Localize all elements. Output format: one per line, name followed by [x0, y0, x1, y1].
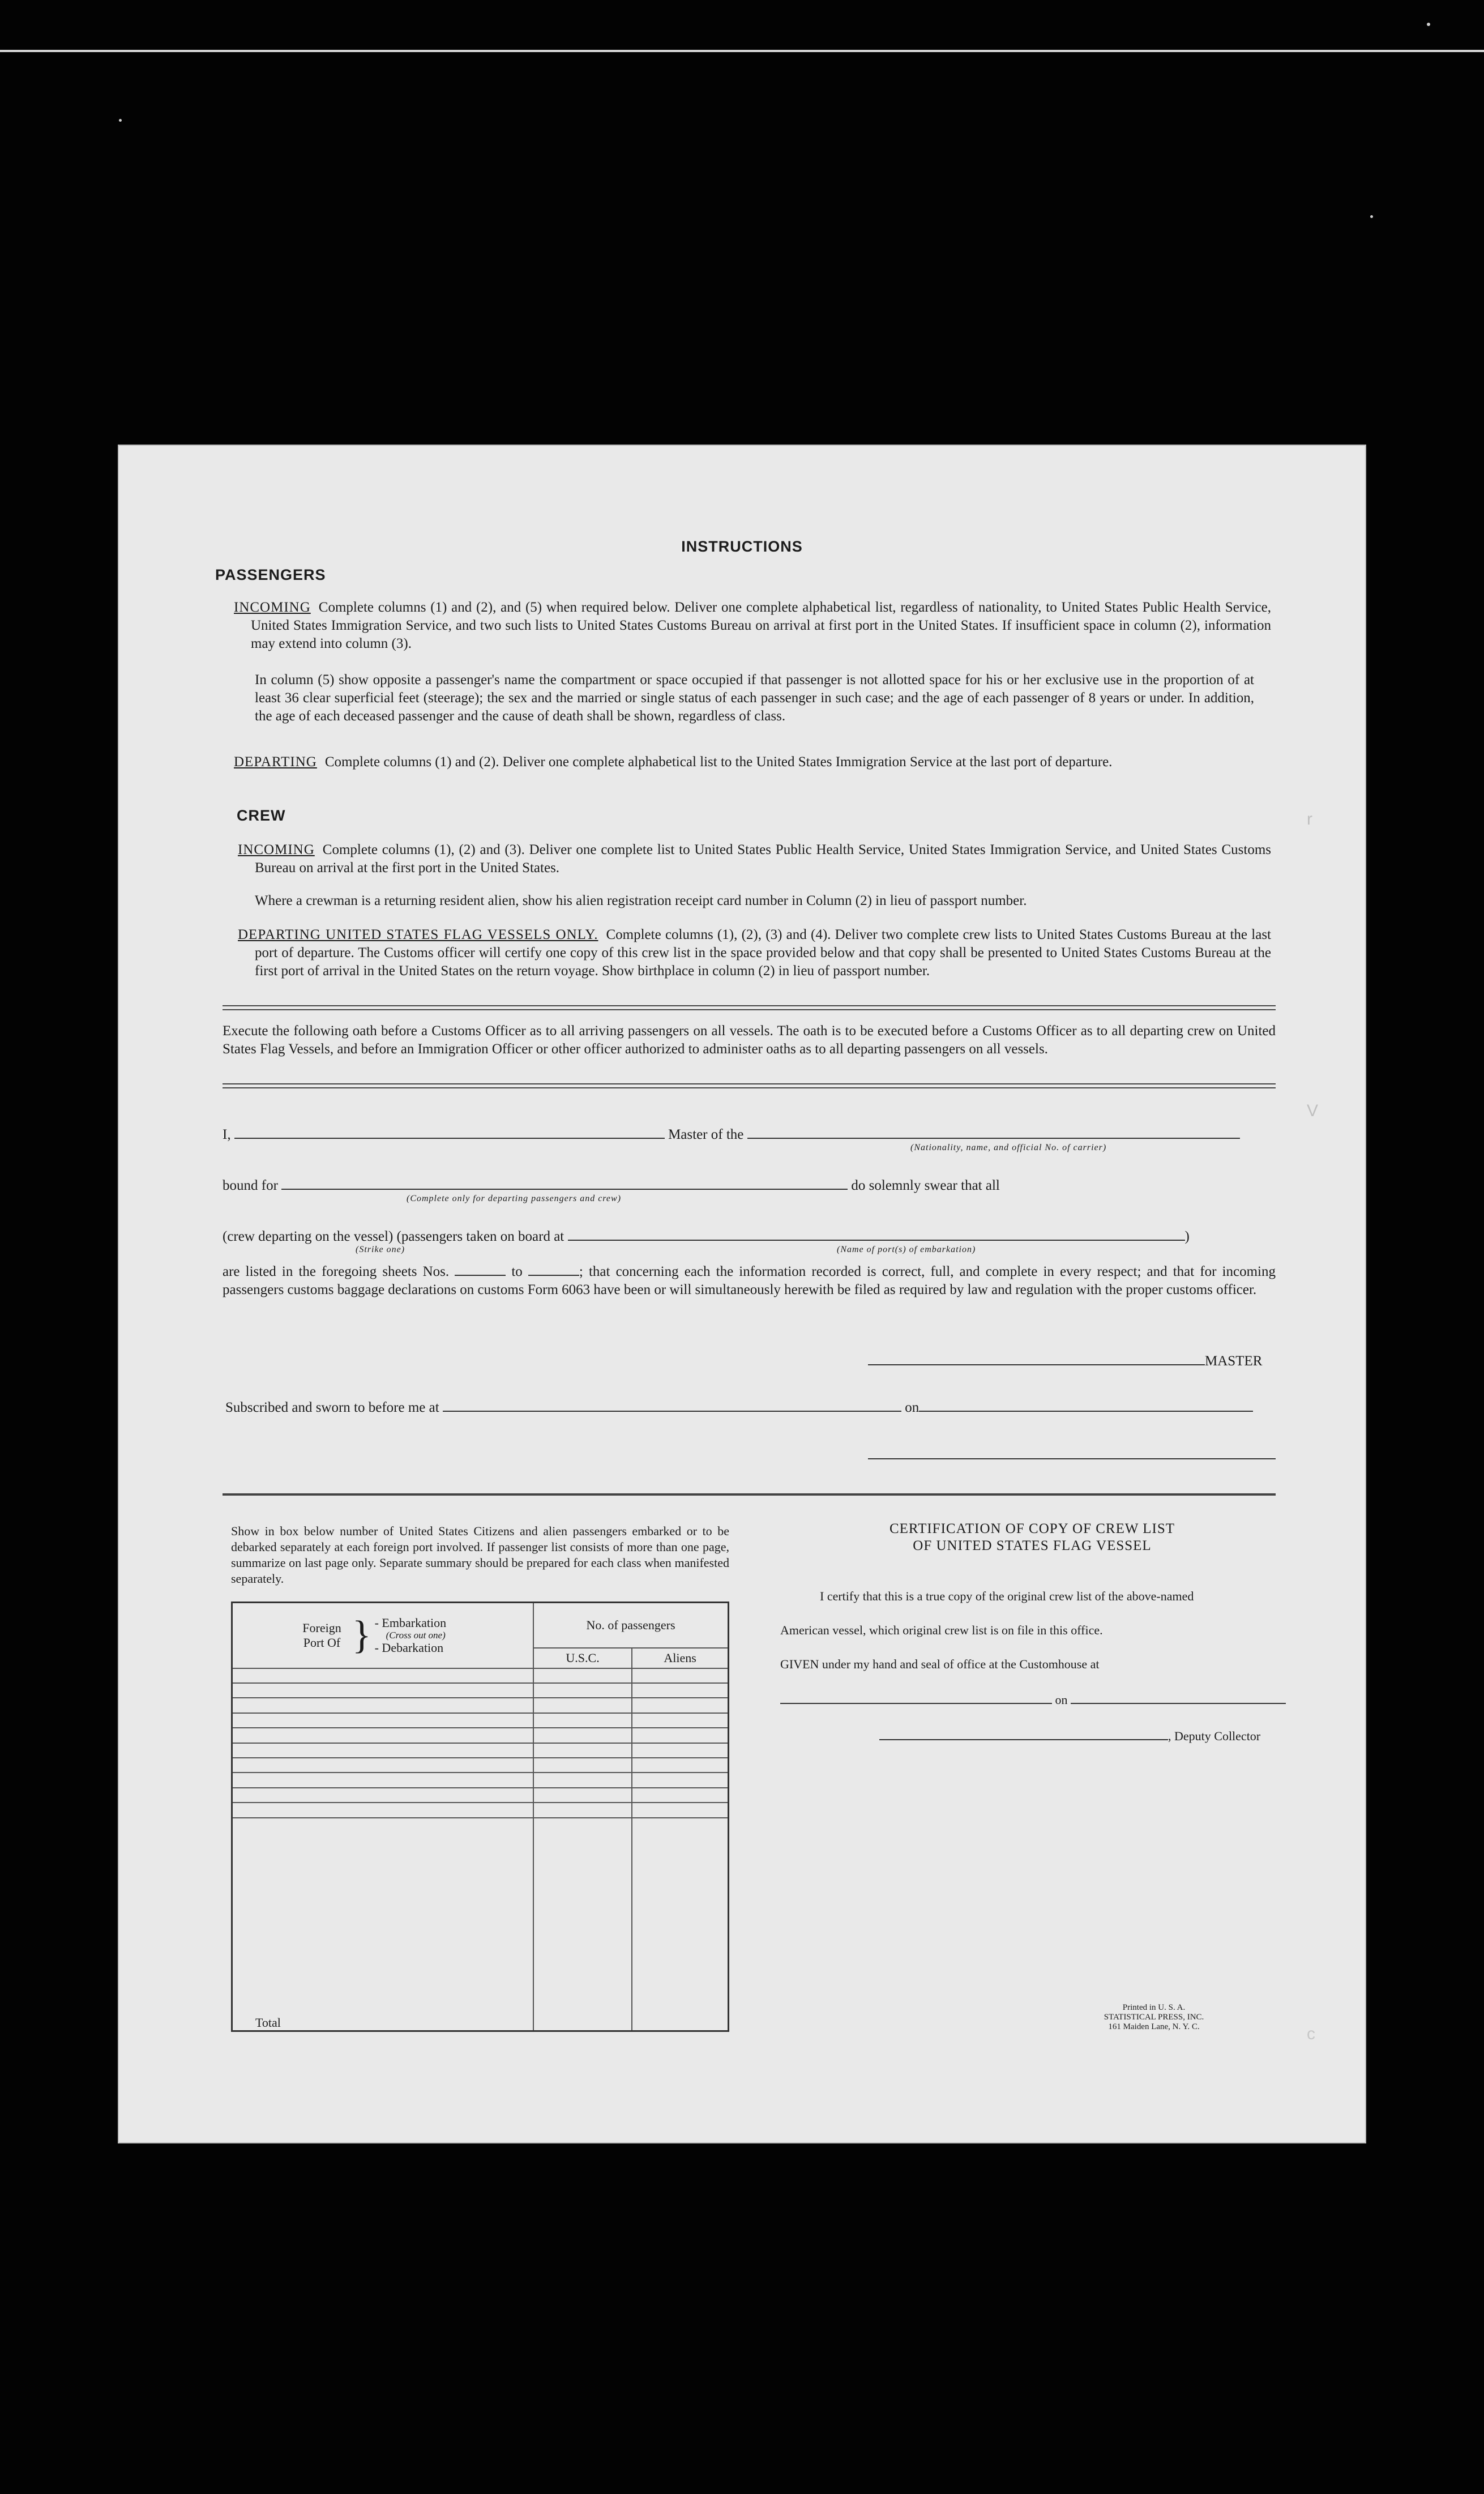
- bleed-mark: r: [1307, 810, 1312, 829]
- divider: [223, 1009, 1276, 1010]
- usc-cell[interactable]: [533, 1788, 632, 1803]
- aliens-cell[interactable]: [632, 1668, 728, 1683]
- flag-vessel-text: Complete columns (1), (2), (3) and (4). Deliver two complete crew lists to United States Customs Bureau at the last port of departure. The Customs officer will certify one copy of this crew list in the space provided below and that copy shall be presented to United States Customs Bureau at the first port of arrival in the United States on the return voyage. Show birthplace in column (2) in lieu of passport number.: [255, 927, 1271, 979]
- oath-statement: [223, 1261, 1276, 1299]
- deputy-label: , Deputy Collector: [1168, 1729, 1261, 1743]
- embarkation-ports-field[interactable]: [568, 1226, 1185, 1241]
- passenger-incoming-instruction: [234, 599, 1271, 653]
- incoming-text: Complete columns (1) and (2), and (5) when required below. Deliver one complete alphabetical list, regardless of nationality, to United States Public Health Service, United States Immigration Service, and two such lists to United States Customs Bureau on arrival at first port in the United States. If insufficient space in column (2), information may extend into column (3).: [251, 600, 1271, 651]
- execute-oath-instruction: Execute the following oath before a Customs Officer as to all arriving passengers on all vessels. The oath is to be executed before a Customs Officer as to all departing crew on United States Flag Vessels, and before an Immigration Officer or other officer authorized to administer oaths as to all departing passengers on all vessels.: [223, 1023, 1276, 1057]
- summary-instructions: Show in box below number of United States Citizens and alien passengers embarked or to be debarked separately at each foreign port involved. If passenger list consists of more than one page, summarize on last page only. Separate summary should be prepared for each class when manifested separately.: [231, 1524, 729, 1586]
- crew-incoming-label: INCOMING: [238, 842, 315, 857]
- master-of-label: Master of the: [668, 1127, 744, 1142]
- scanner-top-border: [0, 50, 1484, 52]
- no-passengers-header: No. of passengers: [533, 1603, 729, 1648]
- departing-label: DEPARTING: [234, 754, 317, 770]
- to-label: to: [511, 1264, 523, 1279]
- oath-line-master: [223, 1124, 1281, 1144]
- master-label: MASTER: [1205, 1353, 1263, 1369]
- aliens-cell[interactable]: [632, 1698, 728, 1713]
- port-cell[interactable]: [232, 1698, 534, 1713]
- subscribed-label: Subscribed and sworn to before me at: [225, 1400, 439, 1415]
- certification-heading-line1: CERTIFICATION OF COPY OF CREW LIST: [889, 1521, 1175, 1536]
- listed-label: are listed in the foregoing sheets Nos.: [223, 1264, 450, 1279]
- scan-speck: [119, 119, 122, 122]
- officer-signature-line[interactable]: [868, 1458, 1276, 1459]
- foreign-port-header: [232, 1603, 534, 1668]
- passengers-heading: PASSENGERS: [215, 566, 326, 583]
- port-cell[interactable]: [232, 1668, 534, 1683]
- strike-caption: (Strike one): [356, 1245, 405, 1254]
- sworn-place-field[interactable]: [443, 1397, 901, 1412]
- certification-heading: [775, 1521, 1290, 1555]
- deputy-signature-field[interactable]: [879, 1726, 1168, 1740]
- oath-line-ports: [223, 1226, 1287, 1246]
- aliens-cell[interactable]: [632, 1743, 728, 1758]
- do-solemnly-label: do solemnly swear that all: [851, 1178, 1000, 1193]
- embarkation-label: - Embarkation: [374, 1615, 447, 1630]
- form-page: [118, 445, 1366, 2143]
- oath-line-bound: [223, 1175, 1281, 1195]
- master-signature-line: [868, 1351, 1262, 1370]
- usc-cell[interactable]: [533, 1773, 632, 1787]
- crew-incoming-text: Complete columns (1), (2) and (3). Deliver one complete list to United States Public Health Service, United States Immigration Service, and United States Customs Bureau on arrival at the first port in the United States.: [255, 842, 1271, 876]
- certify-line1: I certify that this is a true copy of the original crew list of the above-named: [820, 1589, 1194, 1603]
- crewman-instruction: Where a crewman is a returning resident alien, show his alien registration receipt card number in Column (2) in lieu of passport number.: [255, 893, 1027, 908]
- departing-text: Complete columns (1) and (2). Deliver one complete alphabetical list to the United States Immigration Service at the last port of departure.: [324, 754, 1113, 770]
- printer-line3: 161 Maiden Lane, N. Y. C.: [1108, 2022, 1200, 2031]
- foreign-port-label: Foreign Port Of: [302, 1620, 341, 1650]
- aliens-cell[interactable]: [632, 1773, 728, 1787]
- port-cell[interactable]: [232, 1743, 534, 1758]
- instructions-title: INSTRUCTIONS: [681, 538, 803, 555]
- sheet-from-field[interactable]: [455, 1261, 506, 1276]
- divider: [223, 1493, 1276, 1496]
- certification-heading-line2: OF UNITED STATES FLAG VESSEL: [913, 1538, 1152, 1553]
- usc-cell[interactable]: [533, 1758, 632, 1773]
- aliens-cell[interactable]: [632, 1728, 728, 1743]
- subscribed-line: [225, 1397, 1278, 1417]
- master-signature-field[interactable]: [868, 1351, 1205, 1365]
- bound-for-field[interactable]: [281, 1175, 848, 1190]
- customhouse-line: [780, 1689, 1286, 1709]
- column5-instruction: In column (5) show opposite a passenger's name the compartment or space occupied if that passenger is not allotted space for his or her exclusive use in the proportion of at least 36 clear superficial feet (steerage); the sex and the married or single status of each passenger in such case; and the age of each passenger of 8 years or under. In addition, the age of each deceased passenger and the cause of death shall be shown, regardless of class.: [255, 672, 1254, 724]
- brace: }: [352, 1613, 371, 1657]
- i-label: I,: [223, 1127, 231, 1142]
- aliens-total-cell[interactable]: [632, 1818, 728, 2031]
- usc-cell[interactable]: [533, 1803, 632, 1817]
- aliens-cell[interactable]: [632, 1683, 728, 1698]
- usc-cell[interactable]: [533, 1683, 632, 1698]
- on-label: on: [905, 1400, 920, 1415]
- flag-vessel-instruction: [238, 926, 1271, 980]
- carrier-caption: (Nationality, name, and official No. of carrier): [910, 1143, 1107, 1152]
- cert-date-field[interactable]: [1071, 1689, 1286, 1704]
- master-name-field[interactable]: [234, 1124, 665, 1139]
- port-cell[interactable]: [232, 1773, 534, 1787]
- usc-header: U.S.C.: [533, 1648, 632, 1668]
- ports-caption: (Name of port(s) of embarkation): [837, 1245, 976, 1254]
- port-cell[interactable]: [232, 1713, 534, 1728]
- divider: [223, 1087, 1276, 1088]
- usc-total-cell[interactable]: [533, 1818, 632, 2031]
- passenger-departing-instruction: [234, 753, 1271, 771]
- aliens-header: Aliens: [632, 1648, 728, 1668]
- port-cell[interactable]: [232, 1788, 534, 1803]
- aliens-cell[interactable]: [632, 1713, 728, 1728]
- debarkation-label: - Debarkation: [374, 1640, 444, 1655]
- divider: [223, 1005, 1276, 1006]
- printer-imprint: [1080, 2003, 1228, 2032]
- aliens-cell[interactable]: [632, 1803, 728, 1817]
- sworn-date-field[interactable]: [919, 1397, 1253, 1412]
- crew-passengers-label: (crew departing on the vessel) (passengers taken on board at: [223, 1229, 564, 1244]
- close-paren: ): [1184, 1229, 1190, 1244]
- deputy-collector-line: [879, 1726, 1260, 1745]
- port-cell[interactable]: [232, 1683, 534, 1698]
- usc-cell[interactable]: [533, 1713, 632, 1728]
- crew-heading: CREW: [237, 807, 286, 824]
- aliens-cell[interactable]: [632, 1758, 728, 1773]
- total-label: Total: [232, 1818, 534, 2031]
- port-cell[interactable]: [232, 1758, 534, 1773]
- crew-incoming-instruction: [238, 841, 1271, 877]
- given-line: GIVEN under my hand and seal of office at the Customhouse at: [780, 1657, 1100, 1671]
- bound-for-label: bound for: [223, 1178, 278, 1193]
- usc-cell[interactable]: [533, 1728, 632, 1743]
- usc-cell[interactable]: [533, 1743, 632, 1758]
- cert-on-label: on: [1055, 1693, 1068, 1707]
- incoming-label: INCOMING: [234, 600, 311, 615]
- passenger-summary-table: [231, 1602, 729, 2032]
- cross-out-caption: (Cross out one): [386, 1629, 446, 1641]
- scan-speck: [1370, 215, 1373, 218]
- bleed-mark: c: [1307, 2025, 1315, 2043]
- usc-cell[interactable]: [533, 1698, 632, 1713]
- certify-line2: American vessel, which original crew list is on file in this office.: [780, 1623, 1103, 1637]
- aliens-cell[interactable]: [632, 1788, 728, 1803]
- sheet-to-field[interactable]: [528, 1261, 579, 1276]
- printer-line1: Printed in U. S. A.: [1122, 2003, 1186, 2012]
- usc-cell[interactable]: [533, 1668, 632, 1683]
- divider: [223, 1083, 1276, 1084]
- flag-vessel-label: DEPARTING UNITED STATES FLAG VESSELS ONLY.: [238, 927, 598, 942]
- port-cell[interactable]: [232, 1728, 534, 1743]
- customhouse-field[interactable]: [780, 1689, 1052, 1704]
- bound-caption: (Complete only for departing passengers and crew): [407, 1194, 622, 1203]
- oath-statement-text: ; that concerning each the information recorded is correct, full, and complete in every respect; and that for incoming passengers customs baggage declarations on customs Form 6063 have been or will simultaneously herewith be filed as required by law and regulation with the proper customs officer.: [223, 1264, 1276, 1297]
- carrier-field[interactable]: [747, 1124, 1240, 1139]
- printer-line2: STATISTICAL PRESS, INC.: [1104, 2013, 1204, 2022]
- scan-speck: [1427, 23, 1430, 26]
- port-cell[interactable]: [232, 1803, 534, 1817]
- bleed-mark: V: [1307, 1101, 1319, 1120]
